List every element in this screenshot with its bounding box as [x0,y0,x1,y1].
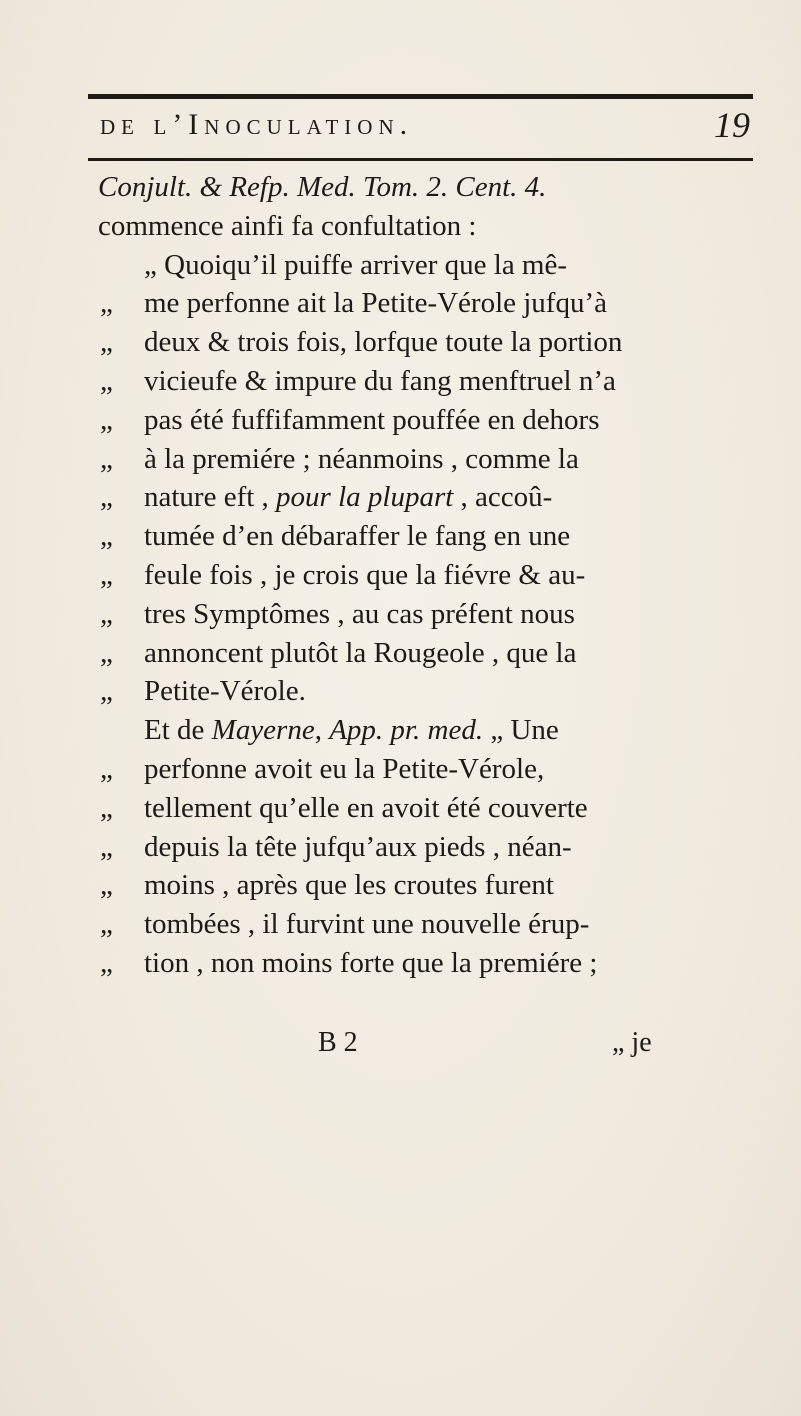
roman-text: tion , non moins forte que la premiére ; [144,946,598,979]
page-number: 19 [714,105,750,145]
quote-mark: „ [100,791,113,824]
running-head [100,105,750,148]
roman-text: , [314,714,330,747]
quote-mark: „ [100,946,113,979]
roman-text: perfonne avoit eu la Petite-Vérole, [144,752,545,785]
line-text [144,672,306,711]
body-text [98,168,758,983]
quote-mark: „ [100,558,113,591]
line-text [144,866,554,905]
roman-text: moins , après que les croutes furent [144,869,554,902]
roman-text: Petite-Vérole. [144,675,306,708]
roman-text: „ Une [483,714,559,747]
text-line [98,323,758,362]
italic-text: Conjult. & Refp. Med. Tom. 2. Cent. 4. [98,171,547,203]
line-text [144,517,570,556]
quote-mark: „ [100,636,113,669]
roman-text: „ Quoiqu’il puiffe arriver que la mê- [144,248,568,281]
quote-mark: „ [100,326,113,359]
roman-text: tumée d’en débaraffer le fang en une [144,520,571,553]
line-text [144,944,597,983]
roman-text: à la premiére ; néanmoins , comme la [144,442,579,475]
roman-text: Et de [144,714,212,747]
quote-mark: „ [100,675,113,708]
line-text [144,284,607,323]
roman-text: , accoû- [453,481,553,514]
roman-text: pas été fuffifamment pouffée en dehors [144,403,600,436]
line-text [144,323,622,362]
text-line [98,828,758,867]
italic-text: pour la plupart [276,481,454,514]
text-line [98,556,758,595]
roman-text: feule fois , je crois que la fiévre & au- [144,558,586,591]
text-line [98,672,758,711]
line-text [144,478,552,517]
roman-text: deux & trois fois, lorfque toute la portion [144,326,623,359]
header-rule-bottom [88,158,753,161]
quote-mark: „ [100,403,113,436]
quote-mark: „ [100,869,113,902]
quote-mark: „ [100,481,113,514]
line-text [144,828,572,867]
italic-text: Mayerne [211,714,315,747]
line-text [144,595,575,634]
line-text [144,246,567,285]
text-line [98,789,758,828]
roman-text: commence ainfi fa confultation : [98,209,477,242]
text-line [98,944,758,983]
roman-text: tellement qu’elle en avoit été couverte [144,791,588,824]
text-line [98,517,758,556]
roman-text: annoncent plutôt la Rougeole , que la [144,636,577,669]
quote-mark: „ [100,908,113,941]
running-head-title: de l’Inoculation. [100,108,414,141]
text-line [98,207,758,246]
line-text [144,556,585,595]
header-rule-top [88,94,753,99]
quote-mark: „ [100,287,113,320]
text-line [98,362,758,401]
quote-mark: „ [100,442,113,475]
text-line [98,905,758,944]
line-text [144,750,544,789]
line-text [98,207,476,246]
text-line [98,634,758,673]
quote-mark: „ [100,597,113,630]
text-line [98,246,758,285]
text-line [98,440,758,479]
quote-mark: „ [100,520,113,553]
line-text [144,440,579,479]
text-line [98,595,758,634]
line-text [144,362,616,401]
quote-mark: „ [100,364,113,397]
text-line [98,478,758,517]
line-text [144,905,589,944]
line-text [144,401,600,440]
catchword: „ je [612,1027,652,1058]
signature-mark: B 2 [318,1027,358,1058]
text-line [98,750,758,789]
text-line [98,401,758,440]
line-text [144,789,588,828]
line-text [98,168,546,207]
roman-text: vicieufe & impure du fang menftruel n’a [144,364,616,397]
quote-mark: „ [100,830,113,863]
quote-mark: „ [100,752,113,785]
line-text [144,711,559,750]
text-line [98,168,758,207]
text-line [98,711,758,750]
roman-text: me perfonne ait la Petite-Vérole jufqu’à [144,287,607,320]
roman-text: depuis la tête jufqu’aux pieds , néan- [144,830,572,863]
roman-text: nature eft , [144,481,277,514]
italic-text: App. pr. med. [329,714,484,747]
text-line [98,284,758,323]
line-text [144,634,576,673]
text-line [98,866,758,905]
roman-text: tres Symptômes , au cas préfent nous [144,597,575,630]
roman-text: tombées , il furvint une nouvelle érup- [144,908,590,941]
